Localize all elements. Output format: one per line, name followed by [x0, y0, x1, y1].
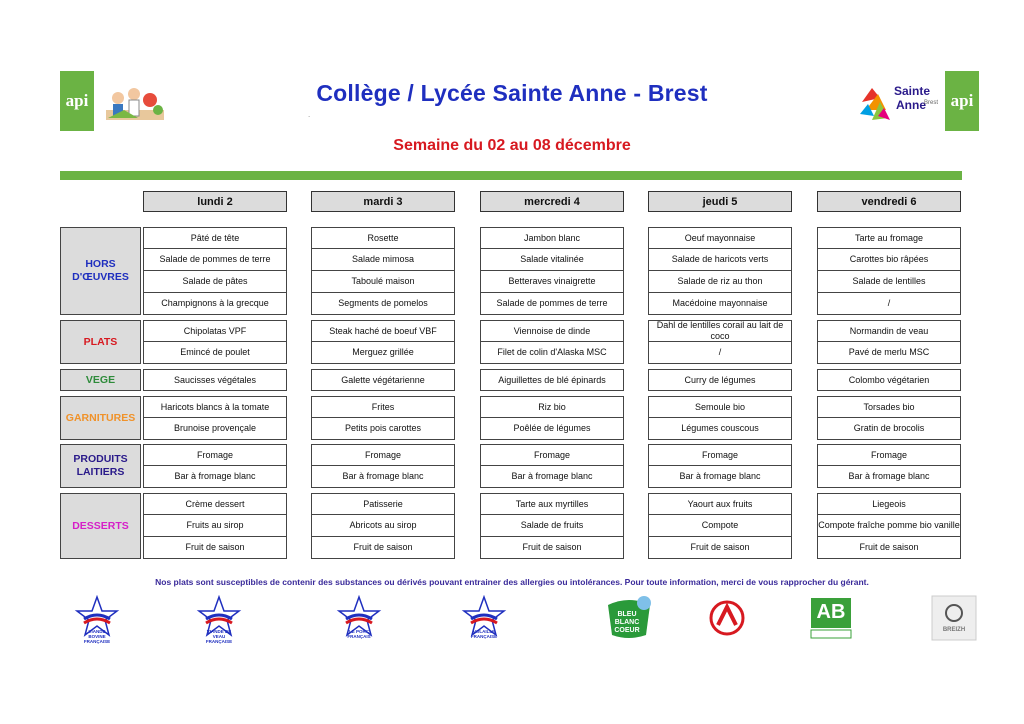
- menu-cell: Jambon blanc: [480, 227, 624, 249]
- week-title: Semaine du 02 au 08 décembre: [393, 137, 631, 154]
- menu-cell: Semoule bio: [648, 396, 792, 418]
- logo-text: BLEU BLANC COEUR: [614, 611, 640, 634]
- category-label: [60, 493, 141, 559]
- menu-cell: Emincé de poulet: [143, 342, 287, 364]
- menu-cell: Pâté de tête: [143, 227, 287, 249]
- day-header: vendredi 6: [817, 191, 961, 212]
- api-logo-right: [945, 71, 979, 131]
- menu-cell: Segments de pomelos: [311, 293, 455, 315]
- category-label-text: GARNITURES: [65, 411, 136, 424]
- logo-text: VOLAILLE FRANÇAISE: [470, 629, 498, 639]
- menu-cell: Torsades bio: [817, 396, 961, 418]
- menu-cell: Fromage: [648, 444, 792, 466]
- menu-cell: Bar à fromage blanc: [143, 466, 287, 488]
- bleu-blanc-coeur-logo: [604, 595, 650, 641]
- menu-cell: Fruit de saison: [648, 537, 792, 559]
- divider-bar: [60, 171, 962, 180]
- menu-cell: Fromage: [143, 444, 287, 466]
- menu-cell: Gratin de brocolis: [817, 418, 961, 440]
- menu-cell: Oeuf mayonnaise: [648, 227, 792, 249]
- menu-cell: Carottes bio râpées: [817, 249, 961, 271]
- menu-cell: Patisserie: [311, 493, 455, 515]
- menu-cell: Poêlée de légumes: [480, 418, 624, 440]
- page-title: Collège / Lycée Sainte Anne - Brest: [316, 80, 708, 106]
- menu-cell: Aiguillettes de blé épinards: [480, 369, 624, 391]
- menu-cell: Liegeois: [817, 493, 961, 515]
- sainte-anne-logo: [858, 80, 940, 126]
- title-dot: .: [308, 110, 311, 119]
- menu-cell: Bar à fromage blanc: [817, 466, 961, 488]
- menu-cell: Salade de pommes de terre: [480, 293, 624, 315]
- day-header: mercredi 4: [480, 191, 624, 212]
- menu-cell: Salade de pommes de terre: [143, 249, 287, 271]
- menu-cell: Salade de fruits: [480, 515, 624, 537]
- menu-cell: Compote fraîche pomme bio vanille: [817, 515, 961, 537]
- day-header: mardi 3: [311, 191, 455, 212]
- category-label-text: HORS D'ŒUVRES: [72, 258, 129, 283]
- menu-cell: Fruits au sirop: [143, 515, 287, 537]
- menu-cell: Yaourt aux fruits: [648, 493, 792, 515]
- menu-cell: Petits pois carottes: [311, 418, 455, 440]
- day-header: lundi 2: [143, 191, 287, 212]
- menu-cell: Viennoise de dinde: [480, 320, 624, 342]
- menu-cell: Dahl de lentilles corail au lait de coco: [648, 320, 792, 342]
- menu-cell: Betteraves vinaigrette: [480, 271, 624, 293]
- menu-cell: Chipolatas VPF: [143, 320, 287, 342]
- menu-cell: Fruit de saison: [480, 537, 624, 559]
- category-label-text: PLATS: [83, 335, 118, 348]
- volaille-francaise-logo: [461, 595, 507, 641]
- menu-cell: Pavé de merlu MSC: [817, 342, 961, 364]
- category-label: [60, 369, 141, 391]
- le-porc-francais-logo: [336, 595, 382, 641]
- menu-cell: Crème dessert: [143, 493, 287, 515]
- menu-cell: Salade vitalinée: [480, 249, 624, 271]
- menu-cell: Riz bio: [480, 396, 624, 418]
- menu-cell: Salade de pâtes: [143, 271, 287, 293]
- category-label: [60, 396, 141, 440]
- logo-text: AB: [816, 601, 846, 623]
- logo-text: LE PORC FRANÇAIS: [347, 629, 371, 639]
- category-label-text: PRODUITS LAITIERS: [73, 453, 128, 478]
- menu-cell: Merguez grillée: [311, 342, 455, 364]
- menu-cell: Brunoise provençale: [143, 418, 287, 440]
- menu-cell: Normandin de veau: [817, 320, 961, 342]
- menu-cell: Fruit de saison: [817, 537, 961, 559]
- menu-cell: Abricots au sirop: [311, 515, 455, 537]
- viande-de-veau-francaise-logo: [196, 595, 242, 644]
- menu-cell: Salade de riz au thon: [648, 271, 792, 293]
- agriculture-biologique-logo: [808, 595, 854, 641]
- menu-cell: Haricots blancs à la tomate: [143, 396, 287, 418]
- category-label: [60, 320, 141, 364]
- menu-cell: Tarte aux myrtilles: [480, 493, 624, 515]
- menu-cell: Galette végétarienne: [311, 369, 455, 391]
- menu-cell: Rosette: [311, 227, 455, 249]
- menu-cell: Fromage: [480, 444, 624, 466]
- menu-cell: Frites: [311, 396, 455, 418]
- bretagne-logo: [931, 595, 977, 641]
- allergy-note: Nos plats sont susceptibles de contenir des substances ou dérivés pouvant entrainer des allergies ou intolérances. Pour toute information, merci de vous rapprocher du gérant.: [155, 577, 869, 587]
- category-label-text: DESSERTS: [72, 519, 129, 532]
- menu-cell: Fruit de saison: [143, 537, 287, 559]
- menu-cell: /: [817, 293, 961, 315]
- category-label-text: VEGE: [85, 373, 116, 386]
- menu-cell: Colombo végétarien: [817, 369, 961, 391]
- label-rouge-logo: [704, 595, 750, 641]
- menu-cell: Steak haché de boeuf VBF: [311, 320, 455, 342]
- menu-cell: Bar à fromage blanc: [648, 466, 792, 488]
- menu-cell: Taboulé maison: [311, 271, 455, 293]
- sainte-anne-logo-line2: Anne: [896, 98, 926, 112]
- logo-text: VIANDE BOVINE FRANÇAISE: [83, 629, 111, 644]
- sainte-anne-logo-line1: Sainte: [894, 84, 931, 98]
- menu-cell: Fromage: [311, 444, 455, 466]
- menu-cell: Champignons à la grecque: [143, 293, 287, 315]
- menu-cell: Légumes couscous: [648, 418, 792, 440]
- menu-cell: Compote: [648, 515, 792, 537]
- menu-cell: Saucisses végétales: [143, 369, 287, 391]
- sainte-anne-logo-small: Brest: [924, 100, 939, 106]
- api-logo-text: api: [65, 91, 89, 110]
- viande-bovine-francaise-logo: [74, 595, 120, 644]
- day-header: jeudi 5: [648, 191, 792, 212]
- menu-cell: Fruit de saison: [311, 537, 455, 559]
- menu-cell: Fromage: [817, 444, 961, 466]
- category-label: [60, 227, 141, 315]
- menu-cell: Bar à fromage blanc: [311, 466, 455, 488]
- menu-cell: Salade de haricots verts: [648, 249, 792, 271]
- api-logo-text: api: [950, 91, 974, 110]
- menu-cell: Salade mimosa: [311, 249, 455, 271]
- menu-cell: /: [648, 342, 792, 364]
- logo-text: VIANDE DE VEAU FRANÇAISE: [205, 629, 233, 644]
- menu-cell: Macédoine mayonnaise: [648, 293, 792, 315]
- menu-cell: Curry de légumes: [648, 369, 792, 391]
- menu-cell: Filet de colin d'Alaska MSC: [480, 342, 624, 364]
- menu-cell: Salade de lentilles: [817, 271, 961, 293]
- menu-cell: Bar à fromage blanc: [480, 466, 624, 488]
- menu-cell: Tarte au fromage: [817, 227, 961, 249]
- category-label: [60, 444, 141, 488]
- logo-text: BREIZH: [942, 627, 966, 633]
